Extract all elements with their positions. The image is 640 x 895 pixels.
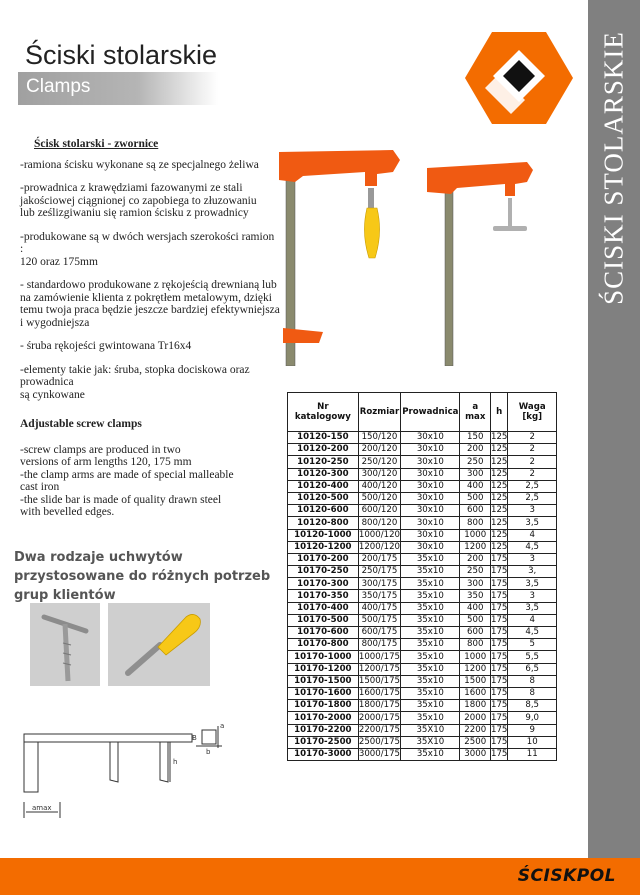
- cell-catalog: 10170-250: [288, 566, 359, 578]
- cell-weight: 2: [508, 468, 557, 480]
- cell-guide: 30x10: [401, 505, 460, 517]
- cell-catalog: 10120-1000: [288, 529, 359, 541]
- cell-weight: 2: [508, 456, 557, 468]
- page-title: Ściski stolarskie: [25, 40, 218, 70]
- cell-catalog: 10170-3000: [288, 748, 359, 760]
- table-row: [288, 736, 557, 748]
- cell-guide: 35x10: [401, 687, 460, 699]
- cell-catalog: 10170-350: [288, 590, 359, 602]
- table-row: [288, 517, 557, 529]
- cell-h: 125: [491, 481, 508, 492]
- h-label: h: [173, 758, 178, 766]
- cell-size: 200/120: [358, 444, 400, 456]
- cell-catalog: 10170-500: [288, 614, 359, 626]
- cell-h: 175: [491, 736, 508, 747]
- cell-weight: 2: [508, 444, 557, 456]
- cell-size: 2000/175: [358, 712, 401, 723]
- polish-heading: Ścisk stolarski - zwornice: [34, 138, 159, 150]
- cell-catalog: 10170-2200: [288, 724, 359, 736]
- cell-weight: 6,5: [508, 663, 557, 675]
- cell-weight: 5,5: [508, 651, 557, 663]
- cell-catalog: 10120-600: [288, 505, 359, 517]
- table-row: [288, 700, 557, 712]
- cell-amax: 1200: [460, 663, 491, 675]
- cell-catalog: 10120-200: [288, 444, 359, 456]
- col-header-catalog: Nr katalogowy: [288, 393, 359, 432]
- cell-amax: 1000: [460, 651, 491, 663]
- polish-paragraph: -ramiona ścisku wykonane są ze specjalnego żeliwa: [20, 158, 259, 171]
- cell-size: 2500/175: [358, 736, 401, 747]
- cell-h: 125: [491, 541, 508, 552]
- cell-catalog: 10120-150: [288, 432, 359, 444]
- cell-guide: 30x10: [401, 444, 460, 456]
- cell-guide: 35x10: [401, 578, 460, 590]
- cell-catalog: 10120-1200: [288, 541, 359, 553]
- polish-paragraph: -prowadnica z krawędziami fazowanymi ze stali jakościowej ciągnionej co zapobiega to złuzowaniu lub ześlizgiwaniu się ramion ścisku z prowadnicy: [20, 182, 257, 219]
- cell-weight: 3,5: [508, 517, 557, 529]
- cell-guide: 35X10: [401, 724, 460, 736]
- cell-size: 2200/175: [358, 724, 401, 735]
- cell-guide: 30x10: [401, 432, 460, 444]
- cell-guide: 35x10: [401, 700, 460, 712]
- cell-h: 175: [491, 639, 508, 650]
- cell-amax: 250: [460, 566, 491, 578]
- cell-weight: 3: [508, 553, 557, 565]
- table-row: [288, 663, 557, 675]
- header: [0, 0, 588, 125]
- table-row: [288, 590, 557, 602]
- table-row: [288, 675, 557, 687]
- cell-size: 1800/175: [358, 700, 401, 711]
- cell-h: 175: [491, 566, 508, 577]
- cell-amax: 1000: [460, 529, 491, 541]
- cell-guide: 30x10: [401, 456, 460, 468]
- table-row: [288, 529, 557, 541]
- cell-amax: 400: [460, 602, 491, 614]
- polish-paragraph: -produkowane są w dwóch wersjach szerokości ramion : 120 oraz 175mm: [20, 230, 275, 268]
- cell-amax: 150: [460, 432, 491, 444]
- table-row: [288, 468, 557, 480]
- cell-guide: 35x10: [401, 566, 460, 578]
- table-row: [288, 480, 557, 492]
- table-row: [288, 627, 557, 639]
- cell-guide: 35x10: [401, 553, 460, 565]
- cell-h: 175: [491, 688, 508, 699]
- cell-size: 800/120: [358, 517, 400, 529]
- cell-weight: 2,5: [508, 492, 557, 504]
- dimension-diagram: [20, 720, 265, 820]
- cell-weight: 4: [508, 529, 557, 541]
- cell-size: 400/175: [358, 602, 400, 614]
- cell-h: 125: [491, 444, 508, 455]
- cell-size: 500/175: [358, 614, 400, 626]
- cell-guide: 35x10: [401, 675, 460, 687]
- col-header-h: h: [491, 393, 508, 432]
- table-row: [288, 432, 557, 444]
- polish-paragraph: - śruba rękojeści gwintowana Tr16x4: [20, 340, 192, 352]
- cell-size: 600/175: [358, 627, 400, 639]
- amax-label: amax: [32, 804, 52, 812]
- cell-size: 3000/175: [358, 749, 401, 760]
- handles-title: Dwa rodzaje uchwytów przystosowane do różnych potrzeb grup klientów: [14, 550, 271, 603]
- cell-guide: 35x10: [401, 627, 460, 639]
- cell-amax: 350: [460, 590, 491, 602]
- cell-catalog: 10170-1000: [288, 651, 359, 663]
- cell-size: 1000/175: [358, 651, 401, 662]
- cell-guide: 35x10: [401, 602, 460, 614]
- col-header-amax: a max: [460, 393, 491, 432]
- cell-amax: 300: [460, 578, 491, 590]
- cell-guide: 35x10: [401, 651, 460, 663]
- cell-catalog: 10170-1600: [288, 687, 359, 699]
- cell-size: 1000/120: [358, 529, 401, 540]
- table-row: [288, 492, 557, 504]
- cell-amax: 1500: [460, 675, 491, 687]
- cell-amax: 600: [460, 627, 491, 639]
- cell-weight: 11: [508, 748, 557, 760]
- spec-table: [287, 392, 557, 761]
- cell-h: 125: [491, 505, 508, 516]
- cell-catalog: 10120-300: [288, 468, 359, 480]
- side-band: [588, 0, 640, 860]
- cell-h: 175: [491, 749, 508, 760]
- cell-guide: 30x10: [401, 480, 460, 492]
- cell-weight: 2,5: [508, 480, 557, 492]
- table-row: [288, 687, 557, 699]
- cell-h: 175: [491, 651, 508, 662]
- cell-h: 125: [491, 517, 508, 528]
- cell-amax: 3000: [460, 748, 491, 760]
- cell-amax: 200: [460, 553, 491, 565]
- cell-catalog: 10170-300: [288, 578, 359, 590]
- cell-guide: 30x10: [401, 492, 460, 504]
- col-header-size: Rozmiar: [358, 393, 400, 432]
- cell-guide: 35x10: [401, 614, 460, 626]
- cell-size: 400/120: [358, 480, 400, 492]
- cell-guide: 35x10: [401, 590, 460, 602]
- cell-amax: 500: [460, 492, 491, 504]
- cell-guide: 30x10: [401, 529, 460, 541]
- cell-weight: 4: [508, 614, 557, 626]
- cell-size: 300/175: [358, 578, 400, 590]
- cell-size: 800/175: [358, 639, 400, 651]
- cell-size: 1600/175: [358, 688, 401, 699]
- table-row: [288, 578, 557, 590]
- a-label: a: [220, 722, 225, 730]
- table-row: [288, 444, 557, 456]
- table-row: [288, 639, 557, 651]
- cell-size: 500/120: [358, 492, 400, 504]
- cell-weight: 3,5: [508, 578, 557, 590]
- cell-size: 150/120: [358, 432, 400, 444]
- cell-weight: 3: [508, 505, 557, 517]
- cell-amax: 400: [460, 480, 491, 492]
- spec-table-body: [288, 432, 557, 761]
- B-label: B: [192, 734, 197, 742]
- cell-guide: 30x10: [401, 468, 460, 480]
- cell-weight: 8: [508, 675, 557, 687]
- cell-amax: 1800: [460, 700, 491, 712]
- b-label: b: [206, 748, 211, 756]
- cell-h: 125: [491, 493, 508, 504]
- cell-h: 175: [491, 712, 508, 723]
- polish-description: [20, 138, 280, 412]
- cell-h: 175: [491, 724, 508, 735]
- cell-weight: 8,5: [508, 700, 557, 712]
- cell-size: 1500/175: [358, 676, 401, 687]
- cell-catalog: 10170-1200: [288, 663, 359, 675]
- cell-h: 175: [491, 627, 508, 638]
- cell-catalog: 10170-800: [288, 639, 359, 651]
- cell-weight: 2: [508, 432, 557, 444]
- cell-amax: 800: [460, 517, 491, 529]
- english-heading: Adjustable screw clamps: [20, 418, 142, 430]
- cell-h: 125: [491, 529, 508, 540]
- cell-weight: 8: [508, 687, 557, 699]
- table-row: [288, 456, 557, 468]
- cell-h: 175: [491, 590, 508, 601]
- cell-catalog: 10120-800: [288, 517, 359, 529]
- cell-amax: 2000: [460, 712, 491, 724]
- cell-weight: 5: [508, 639, 557, 651]
- cell-size: 200/175: [358, 553, 400, 565]
- table-row: [288, 541, 557, 553]
- cell-catalog: 10170-2000: [288, 712, 359, 724]
- table-row: [288, 566, 557, 578]
- clamps-photo: [265, 138, 580, 366]
- cell-size: 350/175: [358, 590, 400, 602]
- brand-logo: [465, 30, 573, 126]
- t-handle-image: [30, 603, 100, 686]
- cell-weight: 9,0: [508, 712, 557, 724]
- cell-size: 250/120: [358, 456, 400, 468]
- cell-amax: 1200: [460, 541, 491, 553]
- cell-h: 175: [491, 578, 508, 589]
- cell-catalog: 10120-250: [288, 456, 359, 468]
- cell-amax: 300: [460, 468, 491, 480]
- table-row: [288, 602, 557, 614]
- wooden-handle-image: [108, 603, 210, 686]
- page-subtitle: Clamps: [26, 76, 91, 97]
- cell-guide: 30x10: [401, 541, 460, 553]
- cell-size: 250/175: [358, 566, 400, 578]
- cell-guide: 35x10: [401, 639, 460, 651]
- footer-brand: ŚCISKPOL: [517, 866, 616, 886]
- cell-weight: 10: [508, 736, 557, 748]
- cell-weight: 4,5: [508, 541, 557, 553]
- table-row: [288, 651, 557, 663]
- cell-size: 600/120: [358, 505, 400, 517]
- cell-catalog: 10170-1800: [288, 700, 359, 712]
- cell-weight: 9: [508, 724, 557, 736]
- cell-size: 1200/120: [358, 541, 401, 552]
- cell-amax: 1600: [460, 687, 491, 699]
- cell-h: 125: [491, 468, 508, 479]
- cell-h: 125: [491, 432, 508, 443]
- cell-amax: 2200: [460, 724, 491, 736]
- cell-weight: 3,: [508, 566, 557, 578]
- cell-h: 175: [491, 700, 508, 711]
- table-row: [288, 553, 557, 565]
- table-row: [288, 712, 557, 724]
- side-label: ŚCISKI STOLARSKIE: [598, 31, 629, 305]
- table-row: [288, 505, 557, 517]
- english-paragraph: -screw clamps are produced in two versions of arm lengths 120, 175 mm -the clamp arms are made of special malleable cast iron -the slide bar is made of quality drawn steel with bevelled edges.: [20, 443, 234, 518]
- cell-size: 1200/175: [358, 663, 401, 674]
- cell-guide: 35x10: [401, 712, 460, 724]
- cell-size: 300/120: [358, 468, 400, 480]
- cell-guide: 35x10: [401, 663, 460, 675]
- cell-amax: 800: [460, 639, 491, 651]
- cell-catalog: 10170-600: [288, 627, 359, 639]
- footer-bar: [0, 858, 640, 895]
- table-row: [288, 614, 557, 626]
- cell-catalog: 10170-1500: [288, 675, 359, 687]
- cell-weight: 3: [508, 590, 557, 602]
- cell-weight: 4,5: [508, 627, 557, 639]
- cell-catalog: 10120-400: [288, 480, 359, 492]
- cell-catalog: 10120-500: [288, 492, 359, 504]
- cell-h: 175: [491, 615, 508, 626]
- english-description: [20, 418, 260, 519]
- spec-table-header: [288, 393, 557, 432]
- cell-h: 175: [491, 676, 508, 687]
- table-row: [288, 748, 557, 760]
- cell-guide: 35X10: [401, 736, 460, 748]
- cell-h: 175: [491, 663, 508, 674]
- polish-paragraph: - standardowo produkowane z rękojeścią drewnianą lub na zamówienie klienta z pokrętłem metalowym, dzięki temu twoja praca będzie jeszcze bardziej efektywniejsza i wygodniejsza: [20, 279, 280, 329]
- cell-amax: 600: [460, 505, 491, 517]
- cell-amax: 250: [460, 456, 491, 468]
- subtitle-bar: [18, 72, 218, 105]
- cell-amax: 2500: [460, 736, 491, 748]
- col-header-guide: Prowadnica: [401, 393, 460, 432]
- cell-amax: 200: [460, 444, 491, 456]
- cell-guide: 30x10: [401, 517, 460, 529]
- cell-h: 175: [491, 602, 508, 613]
- cell-catalog: 10170-200: [288, 553, 359, 565]
- cell-weight: 3,5: [508, 602, 557, 614]
- cell-h: 125: [491, 456, 508, 467]
- cell-guide: 35x10: [401, 748, 460, 760]
- table-row: [288, 724, 557, 736]
- cell-amax: 500: [460, 614, 491, 626]
- cell-h: 175: [491, 554, 508, 565]
- cell-catalog: 10170-400: [288, 602, 359, 614]
- polish-paragraph: -elementy takie jak: śruba, stopka dociskowa oraz prowadnica są cynkowane: [20, 363, 250, 401]
- cell-catalog: 10170-2500: [288, 736, 359, 748]
- col-header-weight: Waga [kg]: [508, 393, 557, 432]
